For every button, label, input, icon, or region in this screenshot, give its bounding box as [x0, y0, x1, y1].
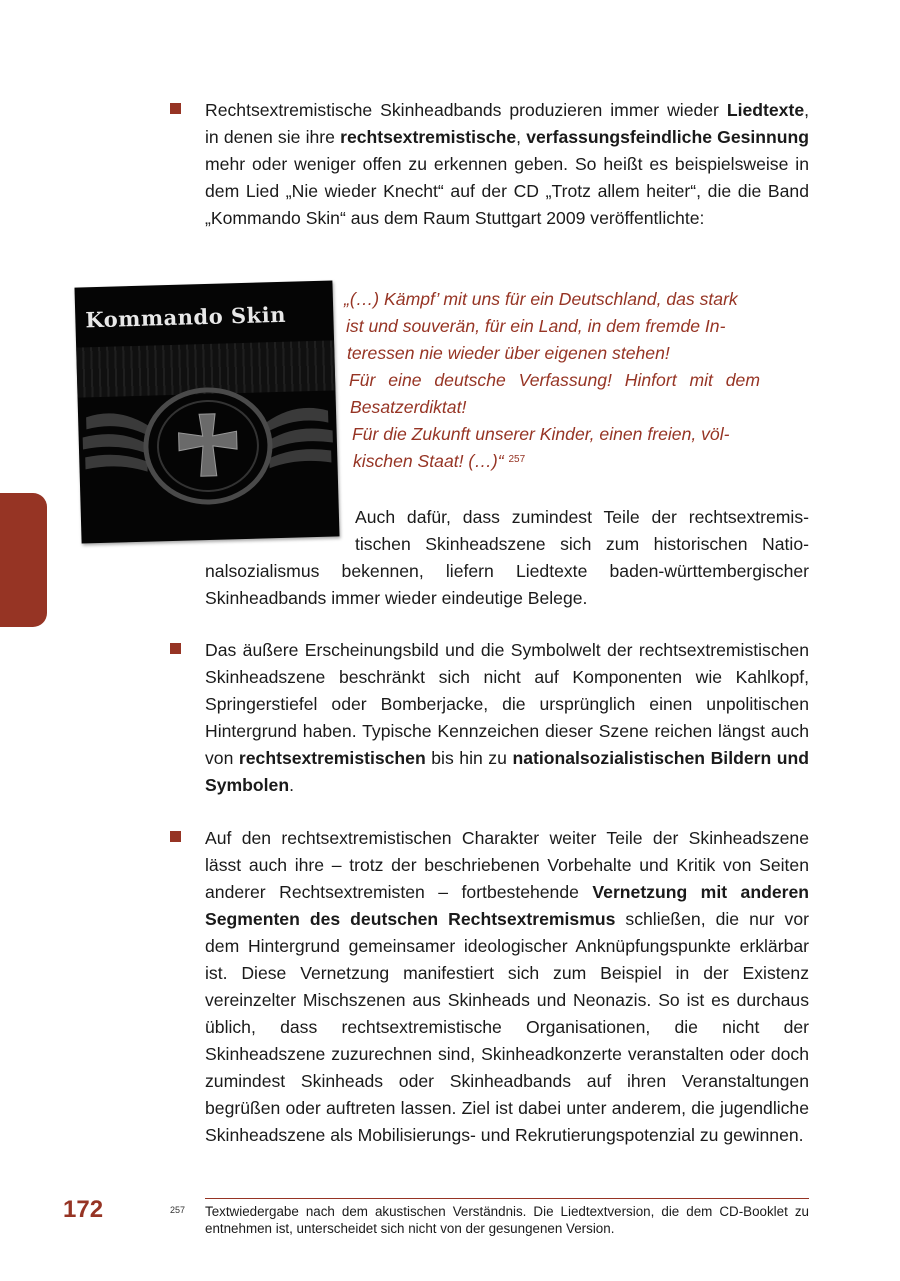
cover-band-name: Kommando Skin — [85, 301, 287, 333]
footnote-text: Textwiedergabe nach dem akustischen Verständnis. Die Liedtextversion, die dem CD-Booklet zu entnehmen ist, unterscheidet sich nicht von der gesungenen Version. — [205, 1204, 809, 1236]
text-line: tischen Skinheadszene sich zum historischen Natio- — [355, 534, 809, 554]
quote-line: Besatzerdiktat! — [350, 397, 467, 417]
bold-text: Liedtexte — [726, 100, 805, 120]
bullet-marker — [170, 103, 181, 114]
text: mehr oder weniger offen zu erkennen geben. So heißt es beispielsweise in dem Lied „Nie wieder Knecht“ auf der CD „Trotz allem heiter“, die die Band „Kommando Skin“ aus dem Raum Stuttgart 2009 veröffentlichte: — [205, 154, 809, 228]
footnote-reference: 257 — [508, 454, 526, 465]
bullet-marker — [170, 643, 181, 654]
text: bis hin zu — [425, 748, 513, 768]
quote-line: „(…) Kämpf’ mit uns für ein Deutschland, das stark — [344, 289, 738, 309]
text: schließen, die nur vor dem Hintergrund gemeinsamer ideologischer Anknüpfungspunkte erklärbar ist. Diese Vernetzung manifestiert sich zum Beispiel in der Existenz vereinzelter Mischszenen aus Skinheads und Neonazis. So ist es durchaus üblich, dass rechtsextremistische Organisationen, die nicht der Skinheadszene zuzurechnen sind, Skinheadkonzerte veranstalten oder doch zumindest Skinheads oder Skinheadbands auf ihren Veranstaltungen begrüßen oder auftreten lassen. Ziel ist dabei unter anderem, die jugendliche Skinheadszene als Mobilisierungs- und Rekrutierungspotenzial zu gewinnen. — [205, 909, 809, 1145]
text: , in denen sie ihre — [205, 100, 809, 147]
text-line: Auch dafür, dass zumindest Teile der rechtsextremis- — [355, 507, 809, 527]
paragraph-symbolism — [205, 637, 809, 799]
text: , — [516, 127, 527, 147]
bold-text: rechtsextremistische — [340, 127, 517, 147]
footnote-number: 257 — [170, 1205, 186, 1215]
text-line: nalsozialismus bekennen, liefern Liedtexte baden-württembergischer — [205, 561, 809, 581]
text: . — [289, 775, 294, 795]
quote-line: Für eine deutsche Verfassung! Hinfort mit dem — [349, 370, 760, 390]
page-number: 172 — [63, 1196, 104, 1223]
text: Auf den rechtsextremistischen Charakter weiter Teile der Skinheadszene lässt auch ihre – trotz der beschriebenen Vorbehalte und Kritik von Seiten anderer Rechtsextremisten – fortbestehende — [205, 828, 809, 902]
bullet-marker — [170, 831, 181, 842]
text: Rechtsextremistische Skinheadbands produzieren immer wieder — [205, 100, 727, 120]
quote-line — [353, 448, 771, 475]
quote-line-text: kischen Staat! (…)“ — [353, 451, 504, 471]
bold-text: verfassungsfeindliche Gesinnung — [526, 127, 810, 147]
paragraph-song-lyrics — [205, 97, 809, 232]
quote-line: Für die Zukunft unserer Kinder, einen freien, völ- — [352, 424, 730, 444]
paragraph-networking — [205, 825, 809, 1149]
quote-line: teressen nie wieder über eigenen stehen! — [347, 343, 670, 363]
chapter-side-tab — [0, 493, 47, 627]
bold-text: nationalsozialistischen Bildern und Symbolen — [205, 748, 809, 795]
text: Das äußere Erscheinungsbild und die Symbolwelt der rechtsextremistischen Skinheadszene beschränkt sich nicht auf Komponenten wie Kahlkopf, Springerstiefel oder Bomberjacke, die ursprünglich einen unpolitischen Hintergrund haben. Typische Kennzeichen dieser Szene reichen längst auch von — [205, 640, 809, 768]
bold-text: rechtsextremistischen — [238, 748, 426, 768]
bold-text: Vernetzung mit anderen Segmenten des deutschen Rechtsextremismus — [205, 882, 809, 929]
song-lyrics-quote — [344, 286, 762, 475]
winged-cross-emblem-icon — [77, 380, 339, 543]
footnote-divider — [205, 1198, 809, 1199]
cd-cover-image — [74, 280, 339, 543]
quote-line: ist und souverän, für ein Land, in dem fremde In- — [346, 316, 726, 336]
text-line: Skinheadbands immer wieder eindeutige Belege. — [205, 588, 588, 608]
